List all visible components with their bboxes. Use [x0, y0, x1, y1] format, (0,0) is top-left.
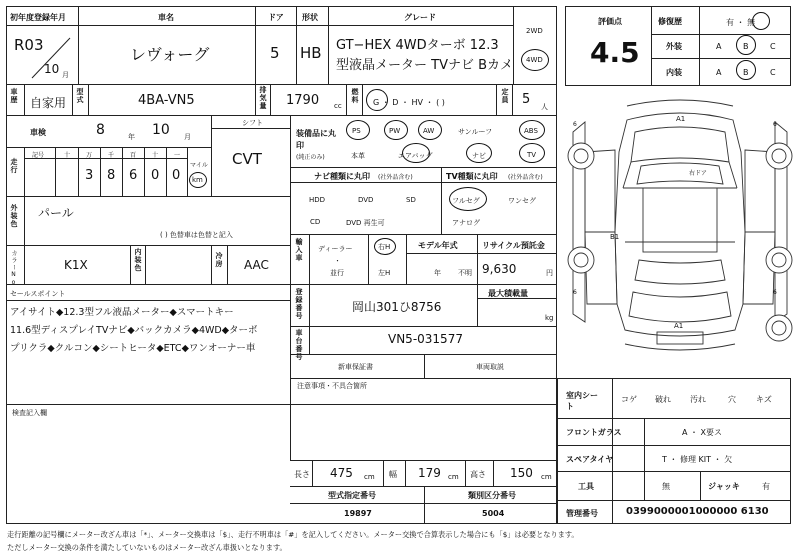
load-label: 最大積載量	[488, 289, 528, 298]
mileage-unit-4: 百	[130, 152, 137, 159]
type-no: 19897	[344, 509, 372, 518]
length-unit: cm	[364, 473, 375, 481]
equip-leather: 本革	[351, 152, 365, 160]
first-reg-month: 10	[44, 62, 60, 76]
mileage-digit-4: 0	[151, 168, 160, 183]
displacement: 1790	[286, 93, 320, 108]
interior-item-3: 汚れ	[690, 395, 706, 404]
tv-label: TV種類に丸印	[446, 172, 498, 181]
registration-value: 岡山301ひ8756	[352, 300, 442, 314]
import-dot: ・	[334, 257, 341, 265]
score-value: 4.5	[590, 36, 640, 69]
mileage-digit-1: 3	[85, 168, 94, 183]
mileage-unit-2: 万	[86, 152, 93, 159]
width: 179	[418, 466, 441, 480]
tv-fullseg: フルセグ	[452, 197, 480, 205]
fuel-options: G ・ D ・ HV ・ ( )	[373, 98, 445, 107]
usage-label: 車歴	[10, 88, 18, 104]
repair-options: 有 ・ 無	[726, 18, 756, 27]
inspection-label: 車検	[30, 128, 46, 137]
chassis: VN5-031577	[388, 332, 463, 346]
grade-label: グレード	[404, 13, 436, 22]
capacity-unit: 人	[541, 103, 548, 111]
inspection-notes-label: 検査記入欄	[12, 409, 47, 417]
model-year-unit: 年	[434, 269, 441, 277]
aircon-label: 冷房	[215, 252, 223, 268]
model: 4BA-VN5	[138, 93, 195, 108]
chassis-label: 車台番号	[295, 329, 303, 361]
interior-item-4: 穴	[728, 395, 736, 404]
sales-line-2: 11.6型ディスプレイTVナビ◆バックカメラ◆4WD◆ターボ	[10, 325, 258, 336]
width-unit: cm	[448, 473, 459, 481]
interior-item-5: キズ	[756, 395, 772, 404]
type-no-label: 型式指定番号	[328, 491, 376, 500]
interior-item-1: コゲ	[621, 395, 637, 404]
ext-grade-a: A	[716, 42, 722, 51]
first-reg-label: 初年度登録年月	[10, 13, 66, 22]
inspection-year: 8	[96, 122, 105, 138]
equipment-label: 装備品に丸印	[296, 129, 336, 150]
diagram-scale-3: 6	[573, 289, 577, 296]
mileage-unit-5: 十	[152, 152, 159, 159]
import-dealer: ディーラー	[318, 245, 353, 253]
doors: 5	[270, 44, 280, 62]
ext-color: パール	[38, 206, 74, 220]
mileage-unit-sym: 記号	[32, 152, 45, 159]
navi-dvd: DVD	[358, 196, 374, 204]
diagram-scale-2: 6	[773, 121, 777, 128]
color-no-label: カラーNo.	[10, 250, 17, 295]
first-reg-era: R03	[14, 36, 44, 54]
inspection-month: 10	[152, 122, 170, 138]
sales-line-1: アイサイト◆12.3型フル液晶メーター◆スマートキー	[10, 307, 234, 318]
diagram-note-right-door: 右ドア	[689, 170, 707, 177]
tools-label: 工具	[578, 482, 594, 491]
exterior-label: 外装	[666, 42, 682, 51]
fuel-label: 燃料	[351, 88, 359, 104]
width-label: 幅	[389, 470, 397, 479]
equip-navi: ナビ	[472, 152, 486, 160]
spare: T ・ 修理 KIT ・ 欠	[662, 455, 733, 464]
km-label: km	[192, 176, 203, 184]
length: 475	[330, 466, 353, 480]
displacement-label: 排気量	[259, 86, 267, 110]
recycle-value: 9,630	[482, 262, 517, 276]
mileage-digit-5: 0	[172, 168, 181, 183]
color-no: K1X	[64, 258, 88, 272]
shift: CVT	[232, 150, 262, 168]
mgmt-label: 管理番号	[566, 509, 598, 518]
equip-abs: ABS	[524, 127, 538, 135]
tv-analog: アナログ	[452, 219, 480, 227]
aircon: AAC	[244, 258, 269, 272]
capacity: 5	[522, 92, 531, 107]
mileage-digit-3: 6	[129, 168, 138, 183]
ext-color-label: 外装色	[10, 204, 18, 228]
mgmt-no: 0399000001000000 6130	[626, 506, 769, 517]
mileage-label: 走行	[10, 158, 18, 174]
repair-label: 修復歴	[658, 17, 682, 26]
doc-warranty: 新車保証書	[338, 363, 373, 371]
int-grade-c: C	[770, 68, 776, 77]
model-year-unknown: 不明	[458, 269, 472, 277]
mileage-digit-2: 8	[107, 168, 116, 183]
usage: 自家用	[30, 96, 67, 110]
capacity-label: 定員	[501, 88, 509, 104]
footer-line-2: ただしメーター交換の条件を満たしていないものはメーター改ざん車扱いとなります。	[7, 543, 287, 552]
diagram-note-b1: B1	[610, 233, 620, 241]
jack: 有	[762, 482, 770, 491]
mileage-unit-3: 千	[108, 152, 115, 159]
class-no-label: 類別区分番号	[468, 491, 516, 500]
car-name-label: 車名	[158, 13, 174, 22]
navi-dvd-play: DVD 再生可	[346, 219, 385, 227]
inspection-month-unit: 月	[184, 133, 191, 141]
ext-color-note: ( ) 色替車は色替と記入	[160, 231, 233, 239]
shift-label: シフト	[242, 119, 263, 127]
notes-label: 注意事項・不具合箇所	[297, 382, 367, 390]
import-right-hand: 右H	[378, 243, 391, 251]
navi-sd: SD	[406, 196, 416, 204]
drive-2wd: 2WD	[526, 27, 543, 35]
shape-label: 形状	[302, 13, 318, 22]
equipment-sublabel: (純正のみ)	[296, 154, 325, 161]
footer-line-1: 走行距離の記号欄にメーター改ざん車は「*」、メーター交換車は「$」、走行不明車は「#」を記入してください。メーター交換で合算表示した場合にも「$」は必要となります。	[7, 530, 579, 539]
car-name: レヴォーグ	[130, 45, 210, 64]
spare-label: スペアタイヤ	[566, 455, 614, 464]
mileage-unit-1: 十	[64, 152, 71, 159]
navi-hdd: HDD	[309, 196, 326, 204]
drive-4wd: 4WD	[526, 56, 543, 64]
navi-cd: CD	[310, 218, 321, 226]
score-label: 評価点	[598, 17, 622, 26]
sales-points-label: セールスポイント	[10, 290, 66, 298]
length-label: 長さ	[294, 470, 310, 479]
int-grade-a: A	[716, 68, 722, 77]
grade-line1: GT−HEX 4WDターボ 12.3	[336, 38, 499, 53]
recycle-yen: 円	[546, 269, 553, 277]
equip-pw: PW	[389, 127, 401, 135]
grade-line2: 型液晶メーター TVナビ Bカメ	[336, 58, 514, 73]
door-label: ドア	[268, 13, 284, 22]
interior-seat-label: 室内シート	[566, 391, 598, 411]
equip-ps: PS	[352, 127, 361, 135]
equip-sunroof: サンルーフ	[458, 128, 493, 136]
equip-airbag: エアバッグ	[398, 152, 433, 160]
interior-score-label: 内装	[666, 68, 682, 77]
tools: 無	[662, 482, 670, 491]
interior-color-label: 内装色	[134, 248, 142, 272]
tv-oneseg: ワンセグ	[508, 197, 536, 205]
tv-sub: (社外品含む)	[508, 174, 543, 181]
import-label: 輸入車	[295, 238, 303, 262]
diagram-scale-1: 6	[573, 121, 577, 128]
doc-manual: 車両取説	[476, 363, 504, 371]
equip-tv: TV	[527, 151, 537, 159]
height-label: 高さ	[470, 470, 486, 479]
interior-item-2: 破れ	[655, 395, 671, 404]
import-parallel: 並行	[330, 269, 344, 277]
inspection-year-unit: 年	[128, 133, 135, 141]
diagram-scale-4: 6	[773, 289, 777, 296]
class-no: 5004	[482, 509, 505, 518]
diagram-note-a1-top: A1	[676, 115, 686, 123]
mileage-unit-6: 一	[174, 152, 181, 159]
height-unit: cm	[541, 473, 552, 481]
windshield: A ・ X要ス	[682, 428, 723, 437]
model-year-label: モデル年式	[418, 241, 458, 250]
int-grade-b: B	[743, 68, 749, 77]
ext-grade-b: B	[743, 42, 749, 51]
import-left-hand: 左H	[378, 269, 391, 277]
navi-sub: (社外品含む)	[378, 174, 413, 181]
load-unit: kg	[545, 314, 554, 322]
shape: HB	[300, 44, 322, 62]
equip-aw: AW	[423, 127, 435, 135]
sales-line-3: プリクラ◆クルコン◆シートヒータ◆ETC◆ワンオーナー車	[10, 343, 256, 354]
cc-unit: cc	[334, 102, 342, 110]
diagram-note-a1-bottom: A1	[674, 322, 684, 330]
mile-label: マイル	[190, 162, 208, 169]
ext-grade-c: C	[770, 42, 776, 51]
model-label: 型式	[76, 88, 84, 104]
first-reg-month-unit: 月	[62, 71, 69, 79]
jack-label: ジャッキ	[708, 482, 740, 491]
recycle-label: リサイクル預託金	[482, 241, 545, 250]
registration-label: 登録番号	[295, 288, 303, 320]
windshield-label: フロントガラス	[566, 428, 622, 437]
height: 150	[510, 466, 533, 480]
navi-label: ナビ種類に丸印	[314, 172, 370, 181]
